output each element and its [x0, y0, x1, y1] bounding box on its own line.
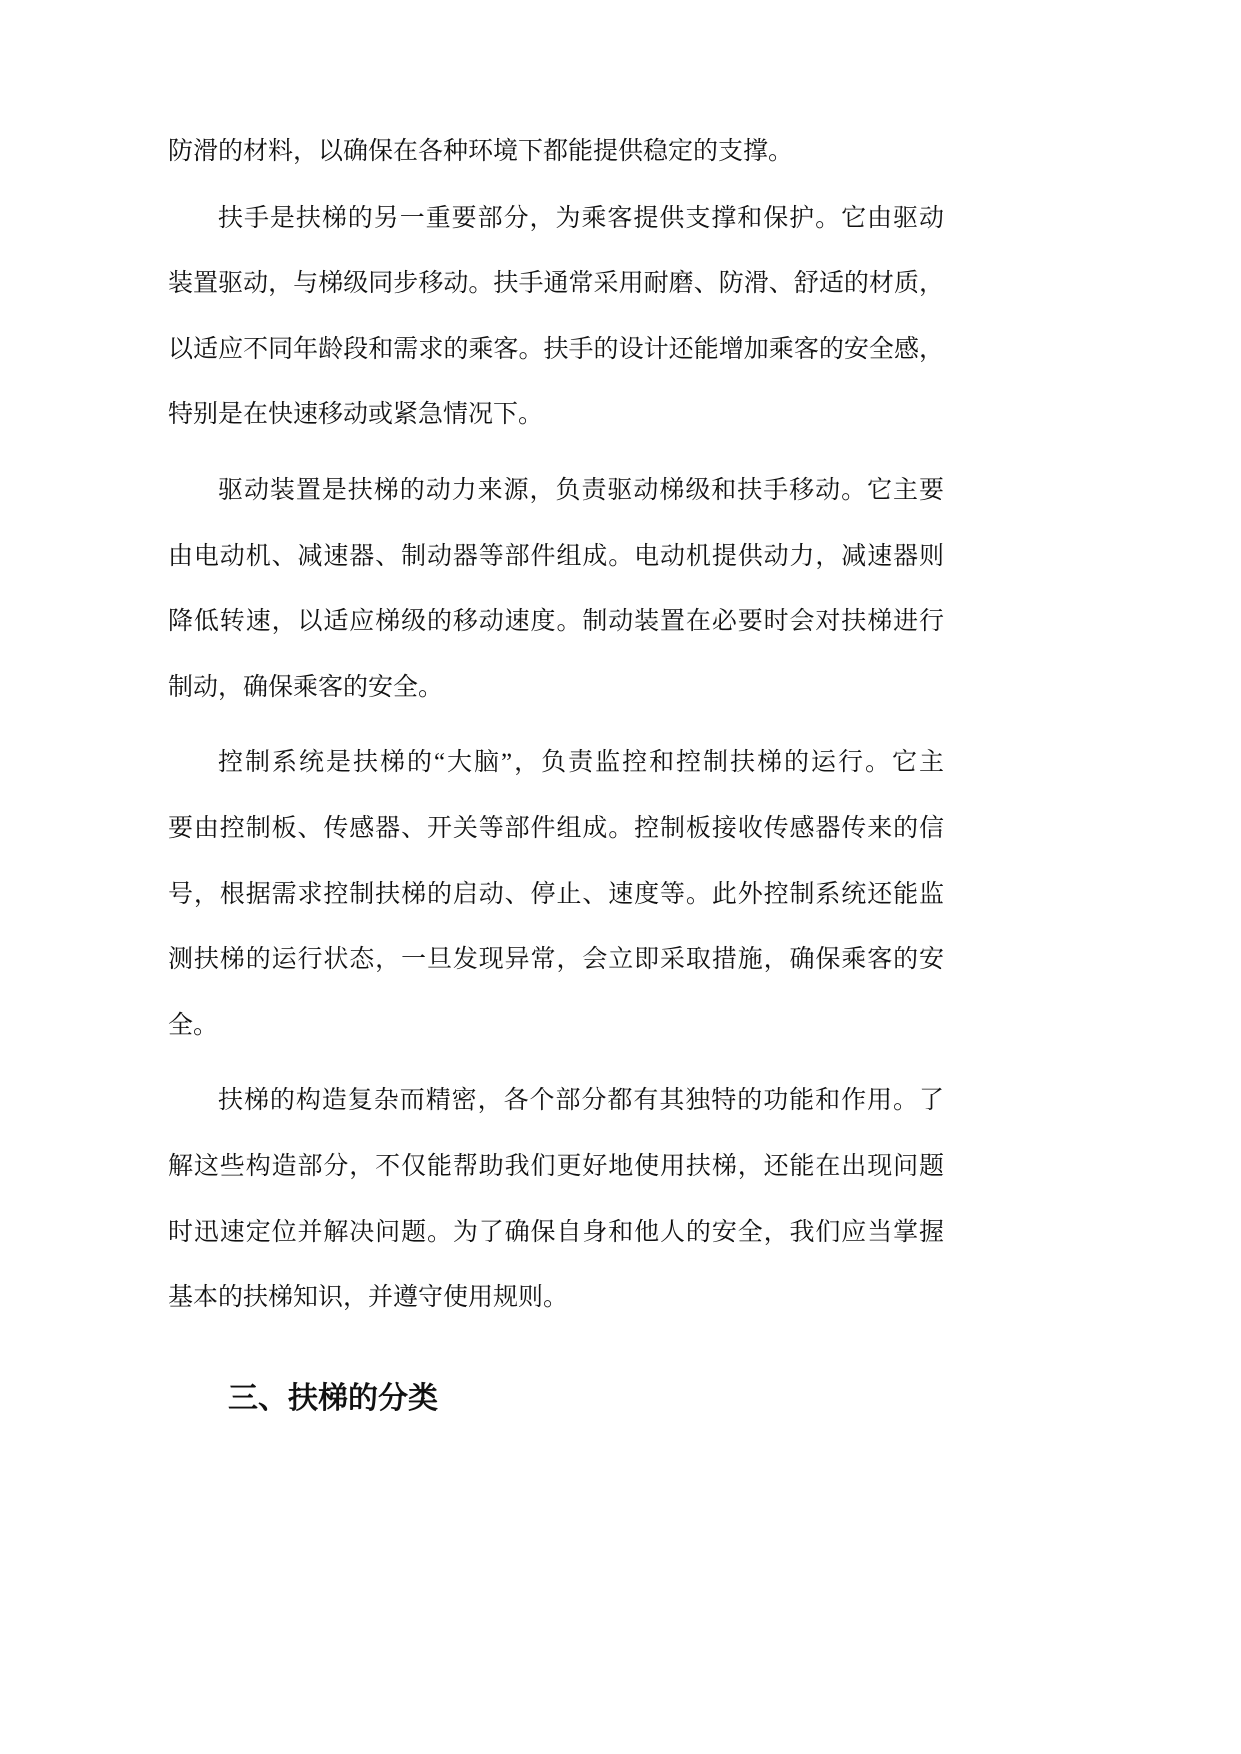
text-line: 防滑的材料，以确保在各种环境下都能提供稳定的支撑。 [168, 138, 794, 165]
text-line: 全。 [168, 1011, 219, 1039]
paragraph-handrail [168, 186, 944, 448]
text-line: 以适应不同年龄段和需求的乘客。扶手的设计还能增加乘客的安全感， [168, 335, 944, 363]
paragraph-drive-unit [168, 458, 944, 720]
text-line: 特别是在快速移动或紧急情况下。 [168, 401, 544, 429]
text-line: 驱动装置是扶梯的动力来源，负责驱动梯级和扶手移动。它主要 [218, 476, 944, 504]
document-body [168, 119, 944, 1429]
text-line: 基本的扶梯知识，并遵守使用规则。 [168, 1284, 569, 1312]
paragraph-continuation [168, 119, 944, 185]
text-line: 扶梯的构造复杂而精密，各个部分都有其独特的功能和作用。了 [218, 1087, 944, 1115]
section-heading: 三、扶梯的分类 [228, 1380, 438, 1416]
text-line: 要由控制板、传感器、开关等部件组成。控制板接收传感器传来的信 [168, 814, 944, 842]
text-line: 控制系统是扶梯的“大脑”，负责监控和控制扶梯的运行。它主 [218, 749, 944, 777]
text-line: 制动，确保乘客的安全。 [168, 673, 444, 701]
paragraph-control-system [168, 730, 944, 1058]
text-line: 装置驱动，与梯级同步移动。扶手通常采用耐磨、防滑、舒适的材质， [168, 270, 944, 298]
text-line: 测扶梯的运行状态，一旦发现异常，会立即采取措施，确保乘客的安 [168, 946, 944, 974]
text-line: 解这些构造部分，不仅能帮助我们更好地使用扶梯，还能在出现问题 [168, 1152, 944, 1180]
text-line: 号，根据需求控制扶梯的启动、停止、速度等。此外控制系统还能监 [168, 880, 944, 908]
text-line: 扶手是扶梯的另一重要部分，为乘客提供支撑和保护。它由驱动 [218, 204, 944, 232]
text-line: 降低转速，以适应梯级的移动速度。制动装置在必要时会对扶梯进行 [168, 608, 944, 636]
text-line: 由电动机、减速器、制动器等部件组成。电动机提供动力，减速器则 [168, 542, 944, 570]
text-line: 时迅速定位并解决问题。为了确保自身和他人的安全，我们应当掌握 [168, 1218, 944, 1246]
paragraph-summary [168, 1068, 944, 1330]
